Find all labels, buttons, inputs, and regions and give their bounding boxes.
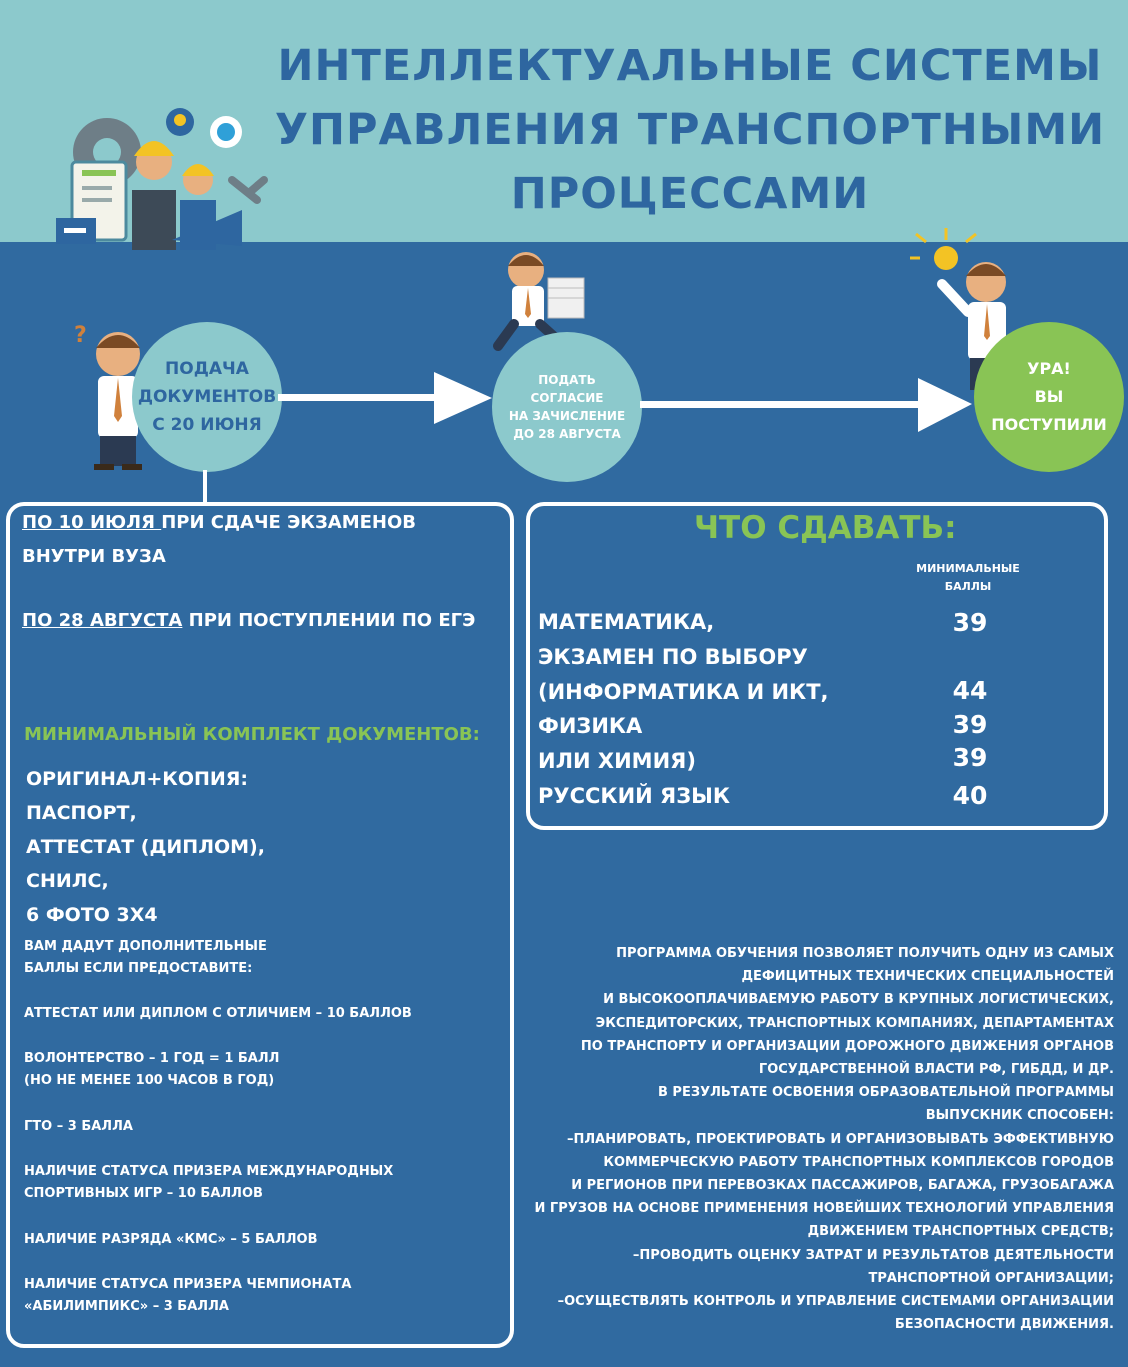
connector-line [203, 470, 207, 506]
svg-text:?: ? [74, 323, 87, 348]
exams-heading: ЧТО СДАВАТЬ: [694, 510, 957, 546]
exam-subject: ИЛИ ХИМИЯ) [538, 749, 696, 773]
deadline-ege: ПО 28 АВГУСТА ПРИ ПОСТУПЛЕНИИ ПО ЕГЭ [22, 610, 476, 631]
step-submit-documents: ПОДАЧА ДОКУМЕНТОВ С 20 ИЮНЯ [132, 322, 282, 472]
step-give-consent: ПОДАТЬ СОГЛАСИЕ НА ЗАЧИСЛЕНИЕ ДО 28 АВГУСТА [492, 332, 642, 482]
list-item: ОРИГИНАЛ+КОПИЯ: [26, 768, 249, 790]
exam-score: 39 [952, 710, 988, 739]
exam-subject: (ИНФОРМАТИКА И ИКТ, [538, 680, 829, 704]
bonus-item: АТТЕСТАТ ИЛИ ДИПЛОМ С ОТЛИЧИЕМ – 10 БАЛЛОВ [24, 1006, 412, 1021]
list-item: ПАСПОРТ, [26, 802, 137, 824]
team-engineers-illustration [52, 100, 272, 250]
bonus-item: ГТО – 3 БАЛЛА [24, 1119, 133, 1134]
bonus-item: НАЛИЧИЕ РАЗРЯДА «КМС» – 5 БАЛЛОВ [24, 1232, 318, 1247]
bonus-intro: ВАМ ДАДУТ ДОПОЛНИТЕЛЬНЫЕ БАЛЛЫ ЕСЛИ ПРЕДОСТАВИТЕ: [24, 939, 267, 976]
documents-heading: МИНИМАЛЬНЫЙ КОМПЛЕКТ ДОКУМЕНТОВ: [24, 724, 480, 745]
header-band [0, 0, 1128, 242]
deadline-exams-line1: ПО 10 ИЮЛЯ ПРИ СДАЧЕ ЭКЗАМЕНОВ [22, 512, 417, 533]
bonus-item: НАЛИЧИЕ СТАТУСА ПРИЗЕРА ЧЕМПИОНАТА «АБИЛИМПИКС» – 3 БАЛЛА [24, 1277, 352, 1314]
idea-lightbulb-icon [934, 246, 958, 270]
arrow-right-icon [640, 376, 976, 434]
exam-score: 39 [952, 743, 988, 772]
step-admitted: УРА! ВЫ ПОСТУПИЛИ [974, 322, 1124, 472]
list-item: АТТЕСТАТ (ДИПЛОМ), [26, 836, 265, 858]
exam-score: 44 [952, 676, 988, 705]
list-item: 6 ФОТО 3Х4 [26, 904, 158, 926]
bonus-item: ВОЛОНТЕРСТВО – 1 ГОД = 1 БАЛЛ (НО НЕ МЕНЕЕ 100 ЧАСОВ В ГОД) [24, 1051, 280, 1088]
min-score-header: МИНИМАЛЬНЫЕ БАЛЛЫ [916, 562, 1020, 593]
bonus-item: НАЛИЧИЕ СТАТУСА ПРИЗЕРА МЕЖДУНАРОДНЫХ СПОРТИВНЫХ ИГР – 10 БАЛЛОВ [24, 1164, 394, 1201]
list-item: СНИЛС, [26, 870, 109, 892]
page-title: ИНТЕЛЛЕКТУАЛЬНЫЕ СИСТЕМЫ УПРАВЛЕНИЯ ТРАНСПОРТНЫМИ ПРОЦЕССАМИ [274, 41, 1106, 219]
exam-subject: РУССКИЙ ЯЗЫК [538, 784, 731, 808]
exam-score: 39 [952, 608, 988, 637]
exam-subject: ЭКЗАМЕН ПО ВЫБОРУ [538, 645, 808, 669]
documents-list [26, 762, 265, 932]
exam-subject: ФИЗИКА [538, 714, 643, 738]
exam-subject: МАТЕМАТИКА, [538, 610, 715, 634]
deadline-exams-line2: ВНУТРИ ВУЗА [22, 546, 166, 567]
arrow-right-icon [278, 370, 498, 426]
program-description: ПРОГРАММА ОБУЧЕНИЯ ПОЗВОЛЯЕТ ПОЛУЧИТЬ ОДНУ ИЗ САМЫХ ДЕФИЦИТНЫХ ТЕХНИЧЕСКИХ СПЕЦИАЛЬНОСТЕЙ И ВЫСОКООПЛАЧИВАЕМУЮ РАБОТУ В КРУПНЫХ ЛОГИСТИЧЕСКИХ, ЭКСПЕДИТОРСКИХ, ТРАНСПОРТНЫХ КОМПАНИЯХ, ДЕПАРТАМЕНТАХ ПО ТРАНСПОРТУ И ОРГАНИЗАЦИИ ДОРОЖНОГО ДВИЖЕНИЯ ОРГАНОВ ГОСУДАРСТВЕННОЙ ВЛАСТИ РФ, ГИБДД, И ДР. В РЕЗУЛЬТАТЕ ОСВОЕНИЯ ОБРАЗОВАТЕЛЬНОЙ ПРОГРАММЫ ВЫПУСКНИК СПОСОБЕН: –ПЛАНИРОВАТЬ, ПРОЕКТИРОВАТЬ И ОРГАНИЗОВЫВАТЬ ЭФФЕКТИВНУЮ КОММЕРЧЕСКУЮ РАБОТУ ТРАНСПОРТНЫХ КОМПЛЕКСОВ ГОРОДОВ И РЕГИОНОВ ПРИ ПЕРЕВОЗКАХ ПАССАЖИРОВ, БАГАЖА, ГРУЗОБАГАЖА И ГРУЗОВ НА ОСНОВЕ ПРИМЕНЕНИЯ НОВЕЙШИХ ТЕХНОЛОГИЙ УПРАВЛЕНИЯ ДВИЖЕНИЕМ ТРАНСПОРТНЫХ СРЕДСТВ; –ПРОВОДИТЬ ОЦЕНКУ ЗАТРАТ И РЕЗУЛЬТАТОВ ДЕЯТЕЛЬНОСТИ ТРАНСПОРТНОЙ ОРГАНИЗАЦИИ; –ОСУЩЕСТВЛЯТЬ КОНТРОЛЬ И УПРАВЛЕНИЕ СИСТЕМАМИ ОРГАНИЗАЦИИ БЕЗОПАСНОСТИ ДВИЖЕНИЯ. [534, 946, 1114, 1333]
exam-score: 40 [952, 781, 988, 810]
